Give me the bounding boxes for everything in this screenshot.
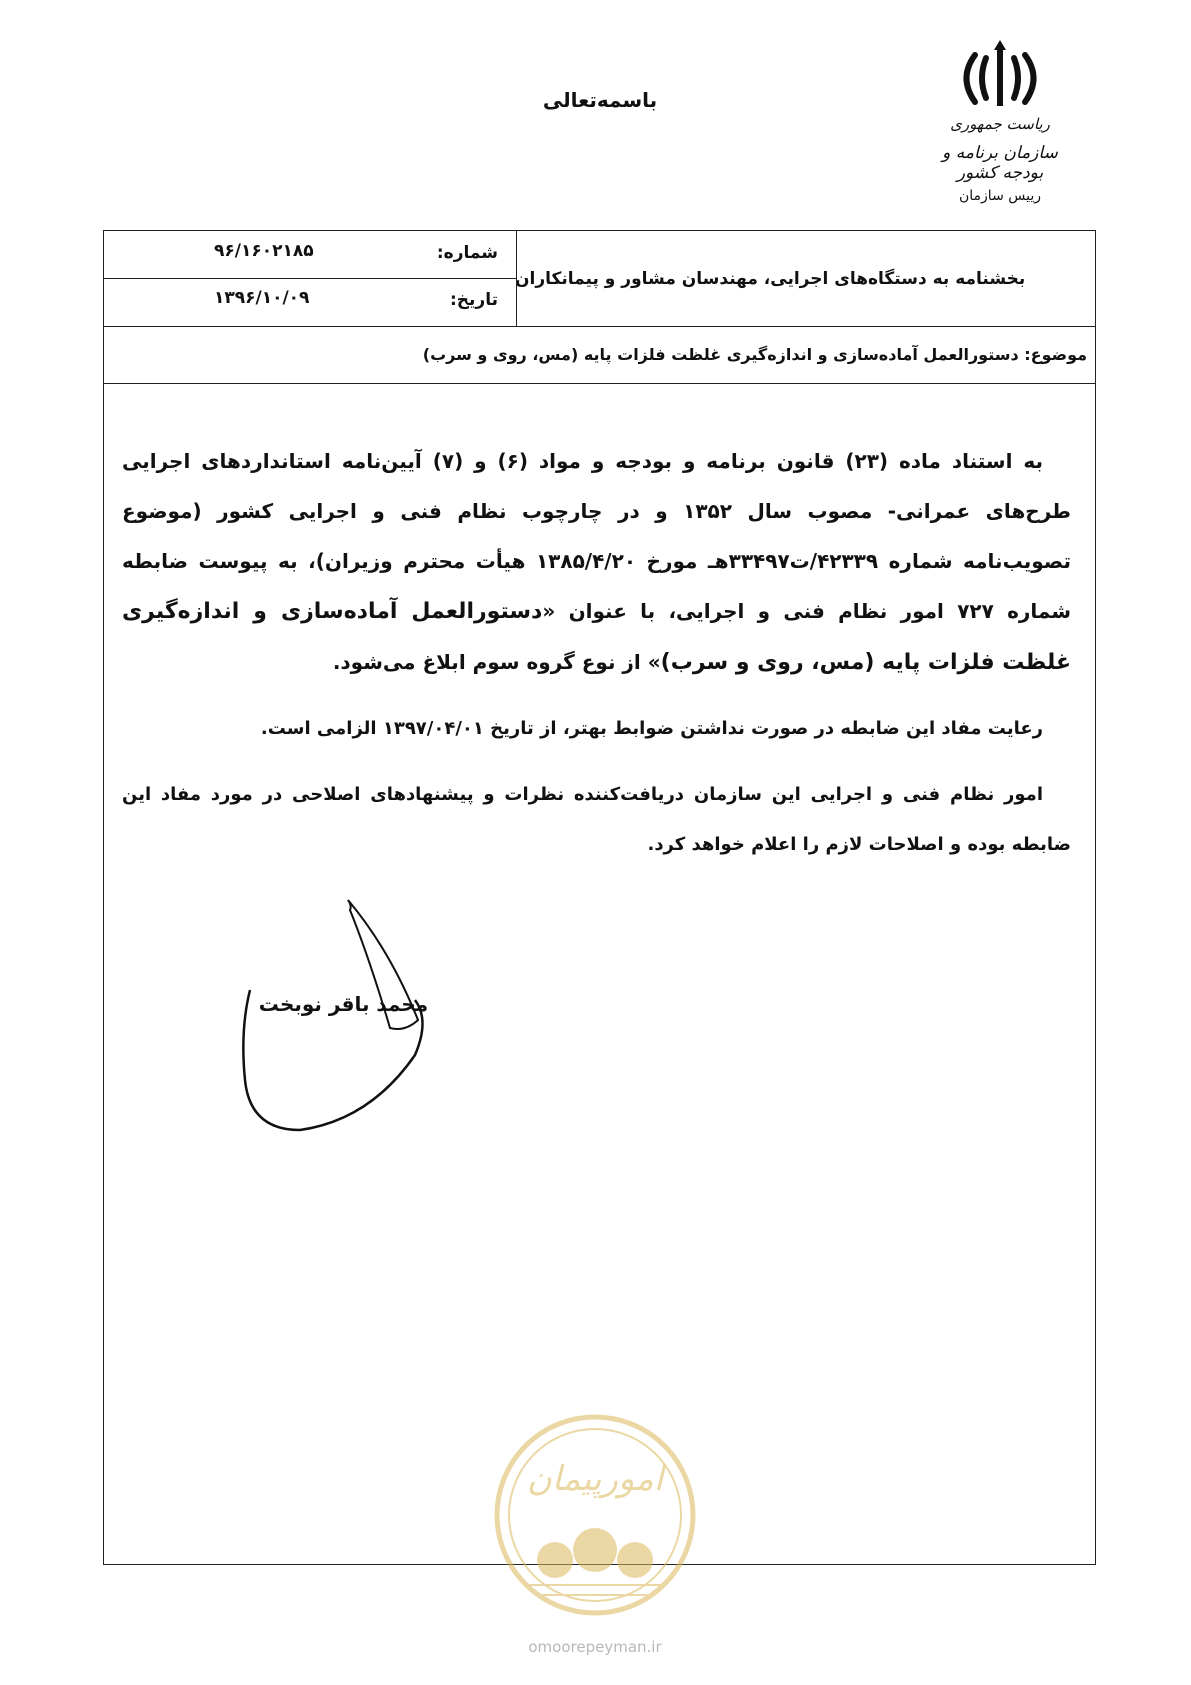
- number-value: ۹۶/۱۶۰۲۱۸۵: [214, 241, 314, 261]
- watermark-logo-text: امورپیمان: [526, 1459, 664, 1499]
- header-row: [104, 231, 1095, 327]
- emblem-block: [920, 40, 1080, 215]
- subject-line: موضوع: دستورالعمل آماده‌سازی و اندازه‌گیری غلظت فلزات پایه (مس، روی و سرب): [104, 326, 1095, 384]
- date-row: [104, 278, 516, 325]
- iran-emblem-icon: [920, 40, 1080, 115]
- meta-cell: [104, 231, 517, 326]
- body-paragraph-1-title: دستورالعمل آماده‌سازی و اندازه‌گیری غلظت فلزات پایه (مس، روی و سرب): [122, 599, 1071, 675]
- invocation-heading: باسمه‌تعالی: [542, 88, 658, 112]
- letter-body: [122, 436, 1071, 886]
- watermark-url: omoorepeyman.ir: [528, 1638, 662, 1656]
- number-label: شماره:: [436, 243, 498, 263]
- body-paragraph-1-start: به استناد ماده (۲۳) قانون برنامه و بودجه و مواد (۶) و (۷) آیین‌نامه استانداردهای اجرایی طرح‌های عمرانی- مصوب سال ۱۳۵۲ و در چارچوب نظام فنی و اجرایی کشور (موضوع تصویب‌نامه شماره ۴۲۳۳۹/ت۳۳۴۹۷هـ مورخ ۱۳۸۵/۴/۲۰ هیأت محترم وزیران)، به پیوست ضابطه شماره ۷۲۷ امور نظام فنی و اجرایی، با عنوان «: [122, 449, 1072, 623]
- body-paragraph-1-end: » از نوع گروه سوم ابلاغ می‌شود.: [332, 650, 661, 674]
- body-paragraph-3: امور نظام فنی و اجرایی این سازمان دریافت‌کننده نظرات و پیشنهادهای اصلاحی در مورد مفاد این ضابطه بوده و اصلاحات لازم را اعلام خواهد کرد.: [122, 784, 1071, 855]
- number-row: [104, 231, 516, 279]
- recipient-text: بخشنامه به دستگاه‌های اجرایی، مهندسان مشاور و پیمانکاران: [515, 268, 1026, 289]
- date-value: ۱۳۹۶/۱۰/۰۹: [214, 288, 310, 308]
- body-paragraph-1: [122, 436, 1071, 688]
- emblem-line-presidency: ریاست جمهوری: [950, 115, 1050, 133]
- watermark-logo-icon: [490, 1410, 700, 1620]
- signatory-name: محمد باقر نوبخت: [258, 992, 429, 1016]
- body-paragraph-2: رعایت مفاد این ضابطه در صورت نداشتن ضوابط بهتر، از تاریخ ۱۳۹۷/۰۴/۰۱ الزامی است.: [260, 718, 1043, 739]
- emblem-line-head: رییس سازمان: [959, 188, 1041, 204]
- signature-block: [240, 880, 470, 1140]
- emblem-line-organization: سازمان برنامه و بودجه کشور: [942, 143, 1058, 183]
- date-label: تاریخ:: [450, 290, 498, 310]
